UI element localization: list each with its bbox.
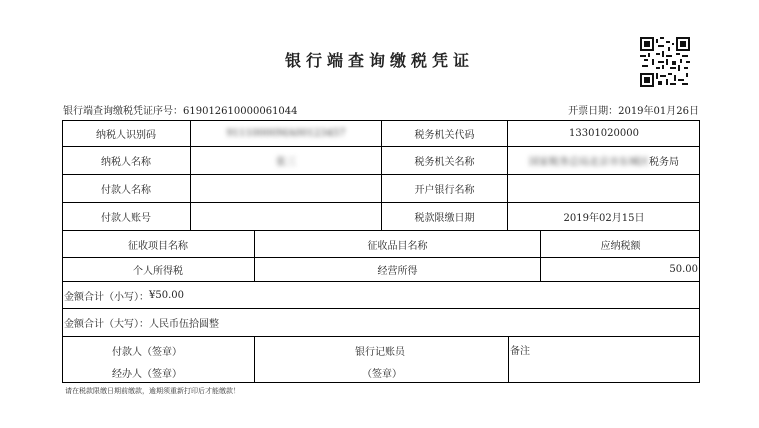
total-big-row [62,309,700,337]
total-small-value: ¥50.00 [149,289,184,301]
items-header-item: 征收品目名称 [255,231,541,258]
total-big-value: 人民币伍拾圆整 [149,319,219,330]
tax-office-name-blurred: 国家税务总局北京市东城区 [529,157,649,168]
payer-name-label: 付款人名称 [62,175,191,203]
item-name: 经营所得 [255,258,541,282]
issue-date-label: 开票日期： [568,106,619,117]
tax-office-code-value: 13301020000 [508,120,700,147]
document-title: 银行端查询缴税凭证 [284,51,474,70]
handler-signature-label: 经办人（签章） [112,369,182,380]
voucher-serial-label: 银行端查询缴税凭证序号： [63,106,183,117]
remark-cell [509,337,700,383]
deadline-label: 税款限缴日期 [382,203,508,231]
tax-office-name-value [508,147,700,175]
payer-account-value [191,203,382,231]
payer-signature-label: 付款人（签章） [112,347,182,358]
taxpayer-name-label: 纳税人名称 [62,147,191,175]
total-small-row [62,282,700,309]
total-big-label: 金额合计（大写）： [64,319,149,330]
deadline-value: 2019年02月15日 [508,203,700,231]
taxpayer-name-text: 张三 [276,157,296,168]
tax-office-name-label: 税务机关名称 [382,147,508,175]
item-category: 个人所得税 [62,258,255,282]
bank-clerk-label: 银行记账员 [355,347,405,358]
tax-office-name-suffix: 税务局 [649,157,679,168]
voucher-serial-value: 619012610000061044 [183,106,298,117]
bank-seal-label: （签章） [362,369,402,380]
total-small-label: 金额合计（小写）： [64,291,149,303]
remark-label: 备注 [510,346,530,357]
qr-code-icon [640,37,690,87]
bank-name-value [508,175,700,203]
items-header-category: 征收项目名称 [62,231,255,258]
payer-name-value [191,175,382,203]
items-header-amount: 应纳税额 [541,231,700,258]
taxpayer-name-value [191,147,382,175]
issue-date-value: 2019年01月26日 [618,106,699,117]
tax-office-code-label: 税务机关代码 [382,120,508,147]
tax-voucher-table [62,120,700,383]
taxpayer-id-label: 纳税人识别码 [62,120,191,147]
taxpayer-id-text: 91110000MA00123457 [226,127,346,139]
footnote: 请在税款限缴日期前缴款，逾期须重新打印后才能缴款！ [65,387,240,395]
taxpayer-id-value [191,120,382,147]
issue-date [568,102,699,117]
voucher-serial [63,102,298,117]
payer-account-label: 付款人账号 [62,203,191,231]
bank-name-label: 开户银行名称 [382,175,508,203]
item-amount: 50.00 [541,258,700,282]
